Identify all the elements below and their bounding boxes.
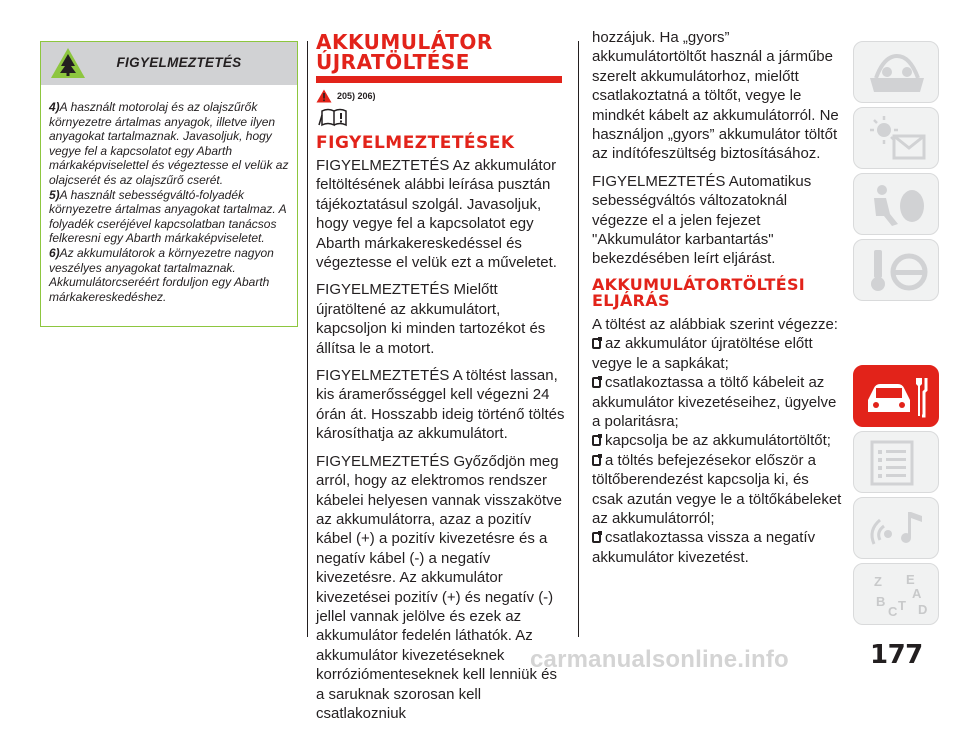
paragraph: FIGYELMEZTETÉS Automatikus sebességváltós változatoknál végezze el a jelen fejezet "Akkumulátor karbantartás" bekezdésében leírt eljárást. [592,172,812,268]
warning-paragraph: FIGYELMEZTETÉS Győződjön meg arról, hogy az elektromos rendszer kábelei helyesen vannak visszakötve az akkumulátorra, azaz a pozitív kábel (+) a pozitív kivezetésre és a negatív kábel (-) a negatív kivezetésre. Az akkumulátor kivezetései pozitív (+) és negatív (-) jellel vannak jelölve és ezek az akkumulátor fedelén láthatók. Az akkumulátor kivezetéseknek korróziómenteseknek kell lenniük és a saruknak szorosan kell csatlakozniuk [316,452,562,722]
chapter-tab-multimedia[interactable] [853,497,939,559]
bullet-icon [592,435,601,446]
chapter-tab-dashboard[interactable] [853,41,939,103]
chapter-tab-technical-data[interactable] [853,431,939,493]
reference-numbers: 205) 206) [337,91,376,101]
section-title-line2: ÚJRATÖLTÉSE [316,50,470,74]
column-divider [578,41,579,637]
bullet-icon [592,338,601,349]
technical-specs-icon [864,438,930,488]
procedure-body [592,315,842,567]
environment-warning-header [41,42,297,85]
continued-paragraphs [592,28,842,269]
index-letter: B [876,594,886,609]
bullet-icon [592,532,601,543]
environment-warning-box [40,41,298,327]
safety-airbag-icon [864,180,930,230]
warning-item: 5)A használt sebességváltó-folyadék környezetre ártalmas anyagokat tartalmaz. A folyadék cseréjével kapcsolatban tanácsos felkeresni egy Abarth márkaképviseletet. [49,187,287,246]
chapter-tab-warning-lights[interactable] [853,107,939,169]
section-title-line1: AKKUMULÁTOR [316,30,493,54]
procedure-title-line1: AKKUMULÁTORTÖLTÉSI [592,274,806,294]
chapter-tab-maintenance[interactable] [853,365,939,427]
list-item: az akkumulátor újratöltése előtt vegye le a sapkákat; [592,335,813,372]
car-wrench-icon [864,372,930,422]
list-item: kapcsolja be az akkumulátortöltőt; [592,431,842,450]
list-item: csatlakoztassa vissza a negatív akkumulátor kivezetést. [592,529,816,566]
index-letters-icon [864,570,930,620]
continued-text-column [592,28,842,567]
warning-item: 4)A használt motorolaj és az olajszűrők környezetre ártalmas anyagok, illetve ilyen anyagokat tartalmaznak. Javasoljuk, hogy vegye fel a kapcsolatot egy Abarth márkaképviselettel és végeztesse el velük az olajcserét és az olajszűrő cserét. [49,100,289,187]
battery-recharge-section [316,32,566,731]
list-item: csatlakoztassa a töltő kábeleit az akkumulátor kivezetéseihez, ügyelve a polaritásra; [592,374,837,430]
warning-paragraph: FIGYELMEZTETÉS A töltést lassan, kis áramerősséggel kell végezni 24 órán át. Hosszabb ideig történő töltés károsíthatja az akkumulátort. [316,367,565,443]
title-underline [316,76,562,83]
warning-paragraph: FIGYELMEZTETÉS Az akkumulátor feltöltésének alábbi leírása pusztán tájékoztatásul szolgál. Javasoljuk, hogy vegye fel a kapcsolatot egy Abarth márkakereskedéssel és végeztesse el velük ezt a műveletet. [316,157,557,272]
procedure-steps [592,334,842,567]
multimedia-icon [864,504,930,554]
environment-warning-title: FIGYELMEZTETÉS [116,55,242,70]
warnings-body [316,156,566,723]
bullet-icon [592,377,601,388]
book-warning-icon [318,107,352,127]
bullet-icon [592,455,601,466]
chapter-tab-safety[interactable] [853,173,939,235]
key-steering-wheel-icon [864,246,930,296]
procedure-intro: A töltést az alábbiak szerint végezze: [592,315,838,333]
warning-triangle-icon [316,89,332,103]
column-divider [307,41,308,637]
warning-paragraph: FIGYELMEZTETÉS Mielőtt újratöltené az akkumulátort, kapcsoljon ki minden tartozékot és állítsa le a motort. [316,281,546,357]
index-letter: C [888,604,898,619]
watermark: carmanualsonline.info [530,646,789,673]
warning-references [316,89,566,103]
warnings-heading: FIGYELMEZTETÉSEK [316,133,515,153]
list-item: a töltés befejezésekor először a töltőberendezést kapcsolja ki, és csak azután vegye le a töltőkábeleket az akkumulátorról; [592,451,842,527]
warning-item: 6)Az akkumulátorok a környezetre nagyon veszélyes anyagokat tartalmaznak. Akkumulátorcseréért forduljon egy Abarth márkakereskedéshez. [49,245,274,304]
paragraph: hozzájuk. Ha „gyors” akkumulátortöltőt használ a járműbe szerelt akkumulátorhoz, mielőtt csatlakoztatná a töltőt, vegye le mindkét kábelt az akkumulátorról. Ne használjon „gyors” akkumulátor töltőt az indítófeszültség biztosításához. [592,29,839,163]
warning-lights-icon [864,114,930,164]
environment-warning-body [41,85,297,304]
index-letter: Z [874,574,882,589]
procedure-title-line2: ELJÁRÁS [592,290,670,310]
index-letter: D [918,602,928,617]
chapter-tab-starting[interactable] [853,239,939,301]
chapter-tab-index[interactable] [853,563,939,625]
index-letter: A [912,586,922,601]
page-number: 177 [870,640,923,670]
index-letter: T [898,598,906,613]
car-dashboard-icon [864,48,930,98]
index-letter: E [906,572,915,587]
